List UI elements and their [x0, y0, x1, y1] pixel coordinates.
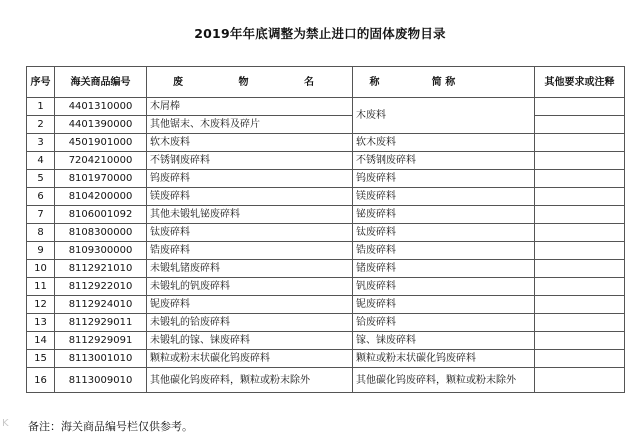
cell-code: 8101970000 — [55, 170, 147, 188]
cell-remark — [535, 278, 625, 296]
cell-no: 13 — [27, 314, 55, 332]
cell-simple: 钛废碎料 — [353, 224, 535, 242]
cell-name: 锆废碎料 — [147, 242, 353, 260]
cell-no: 7 — [27, 206, 55, 224]
cell-remark — [535, 296, 625, 314]
header-code: 海关商品编号 — [55, 67, 147, 98]
cell-code: 8108300000 — [55, 224, 147, 242]
cell-name: 其他碳化钨废碎料，颗粒或粉末除外 — [147, 368, 353, 393]
header-simple-right: 称 — [445, 76, 456, 88]
cell-code: 8109300000 — [55, 242, 147, 260]
table-row — [27, 224, 625, 242]
cell-remark — [535, 170, 625, 188]
cell-name: 软木废料 — [147, 134, 353, 152]
cell-simple: 铪废碎料 — [353, 314, 535, 332]
cell-no: 9 — [27, 242, 55, 260]
cell-code: 8113009010 — [55, 368, 147, 393]
header-remark: 其他要求或注释 — [535, 67, 625, 98]
cell-remark — [535, 206, 625, 224]
table-header-row — [27, 67, 625, 98]
cell-name: 其他锯末、木废料及碎片 — [147, 116, 353, 134]
cell-simple: 颗粒或粉末状碳化钨废碎料 — [353, 350, 535, 368]
cell-simple: 铌废碎料 — [353, 296, 535, 314]
cell-code: 8112929091 — [55, 332, 147, 350]
cell-name: 镁废碎料 — [147, 188, 353, 206]
cell-name: 木屑棒 — [147, 98, 353, 116]
cell-simple: 镁废碎料 — [353, 188, 535, 206]
cell-remark — [535, 134, 625, 152]
cell-code: 8112929011 — [55, 314, 147, 332]
table-row — [27, 314, 625, 332]
cell-simple: 锆废碎料 — [353, 242, 535, 260]
cell-remark — [535, 260, 625, 278]
cell-no: 2 — [27, 116, 55, 134]
page-title: 2019年年底调整为禁止进口的固体废物目录 — [194, 26, 446, 41]
cell-remark — [535, 116, 625, 134]
cell-code: 8112922010 — [55, 278, 147, 296]
cell-simple: 镓、铼废碎料 — [353, 332, 535, 350]
table-row — [27, 188, 625, 206]
cell-simple: 软木废料 — [353, 134, 535, 152]
cell-no: 16 — [27, 368, 55, 393]
cell-remark — [535, 368, 625, 393]
table-row — [27, 350, 625, 368]
table-row — [27, 152, 625, 170]
cell-remark — [535, 152, 625, 170]
cell-code: 8106001092 — [55, 206, 147, 224]
cell-code: 8113001010 — [55, 350, 147, 368]
cell-no: 12 — [27, 296, 55, 314]
table-row — [27, 278, 625, 296]
cell-remark — [535, 98, 625, 116]
cell-no: 11 — [27, 278, 55, 296]
cell-name: 钛废碎料 — [147, 224, 353, 242]
cell-name: 其他未锻轧铋废碎料 — [147, 206, 353, 224]
table-row — [27, 134, 625, 152]
table-row — [27, 116, 625, 134]
cell-remark — [535, 314, 625, 332]
cell-name: 颗粒或粉末状碳化钨废碎料 — [147, 350, 353, 368]
cell-remark — [535, 350, 625, 368]
cell-no: 15 — [27, 350, 55, 368]
cell-remark — [535, 188, 625, 206]
cell-simple: 铋废碎料 — [353, 206, 535, 224]
cell-code: 7204210000 — [55, 152, 147, 170]
cell-no: 5 — [27, 170, 55, 188]
cell-simple: 其他碳化钨废碎料，颗粒或粉末除外 — [353, 368, 535, 393]
cell-code: 8112921010 — [55, 260, 147, 278]
table-row — [27, 332, 625, 350]
cell-code: 4401310000 — [55, 98, 147, 116]
header-simple-left: 简 — [431, 76, 442, 88]
cell-remark — [535, 224, 625, 242]
cell-no: 8 — [27, 224, 55, 242]
table-row — [27, 242, 625, 260]
cell-no: 14 — [27, 332, 55, 350]
cell-name: 未锻轧的铪废碎料 — [147, 314, 353, 332]
cell-name: 不锈钢废碎料 — [147, 152, 353, 170]
table-row — [27, 260, 625, 278]
cell-remark — [535, 332, 625, 350]
table-row — [27, 206, 625, 224]
cell-simple: 钒废碎料 — [353, 278, 535, 296]
header-no: 序号 — [27, 67, 55, 98]
cell-code: 4401390000 — [55, 116, 147, 134]
table-row — [27, 98, 625, 116]
cell-no: 3 — [27, 134, 55, 152]
cell-name: 铌废碎料 — [147, 296, 353, 314]
cell-code: 8112924010 — [55, 296, 147, 314]
table-row — [27, 170, 625, 188]
cell-remark — [535, 242, 625, 260]
cell-simple: 锗废碎料 — [353, 260, 535, 278]
waste-catalog-table — [26, 66, 625, 393]
cell-no: 10 — [27, 260, 55, 278]
cell-no: 4 — [27, 152, 55, 170]
cell-simple: 钨废碎料 — [353, 170, 535, 188]
table-row — [27, 296, 625, 314]
cell-simple: 不锈钢废碎料 — [353, 152, 535, 170]
table-row — [27, 368, 625, 393]
header-name: 废 物 名 称 — [147, 67, 353, 98]
cell-code: 8104200000 — [55, 188, 147, 206]
cell-name: 未锻轧锗废碎料 — [147, 260, 353, 278]
watermark: K — [2, 418, 9, 429]
cell-name: 钨废碎料 — [147, 170, 353, 188]
cell-code: 4501901000 — [55, 134, 147, 152]
cell-name: 未锻轧的镓、铼废碎料 — [147, 332, 353, 350]
cell-simple-merged: 木废料 — [353, 98, 535, 134]
footnote: 备注：海关商品编号栏仅供参考。 — [28, 420, 193, 433]
cell-no: 1 — [27, 98, 55, 116]
cell-name: 未锻轧的钒废碎料 — [147, 278, 353, 296]
cell-no: 6 — [27, 188, 55, 206]
